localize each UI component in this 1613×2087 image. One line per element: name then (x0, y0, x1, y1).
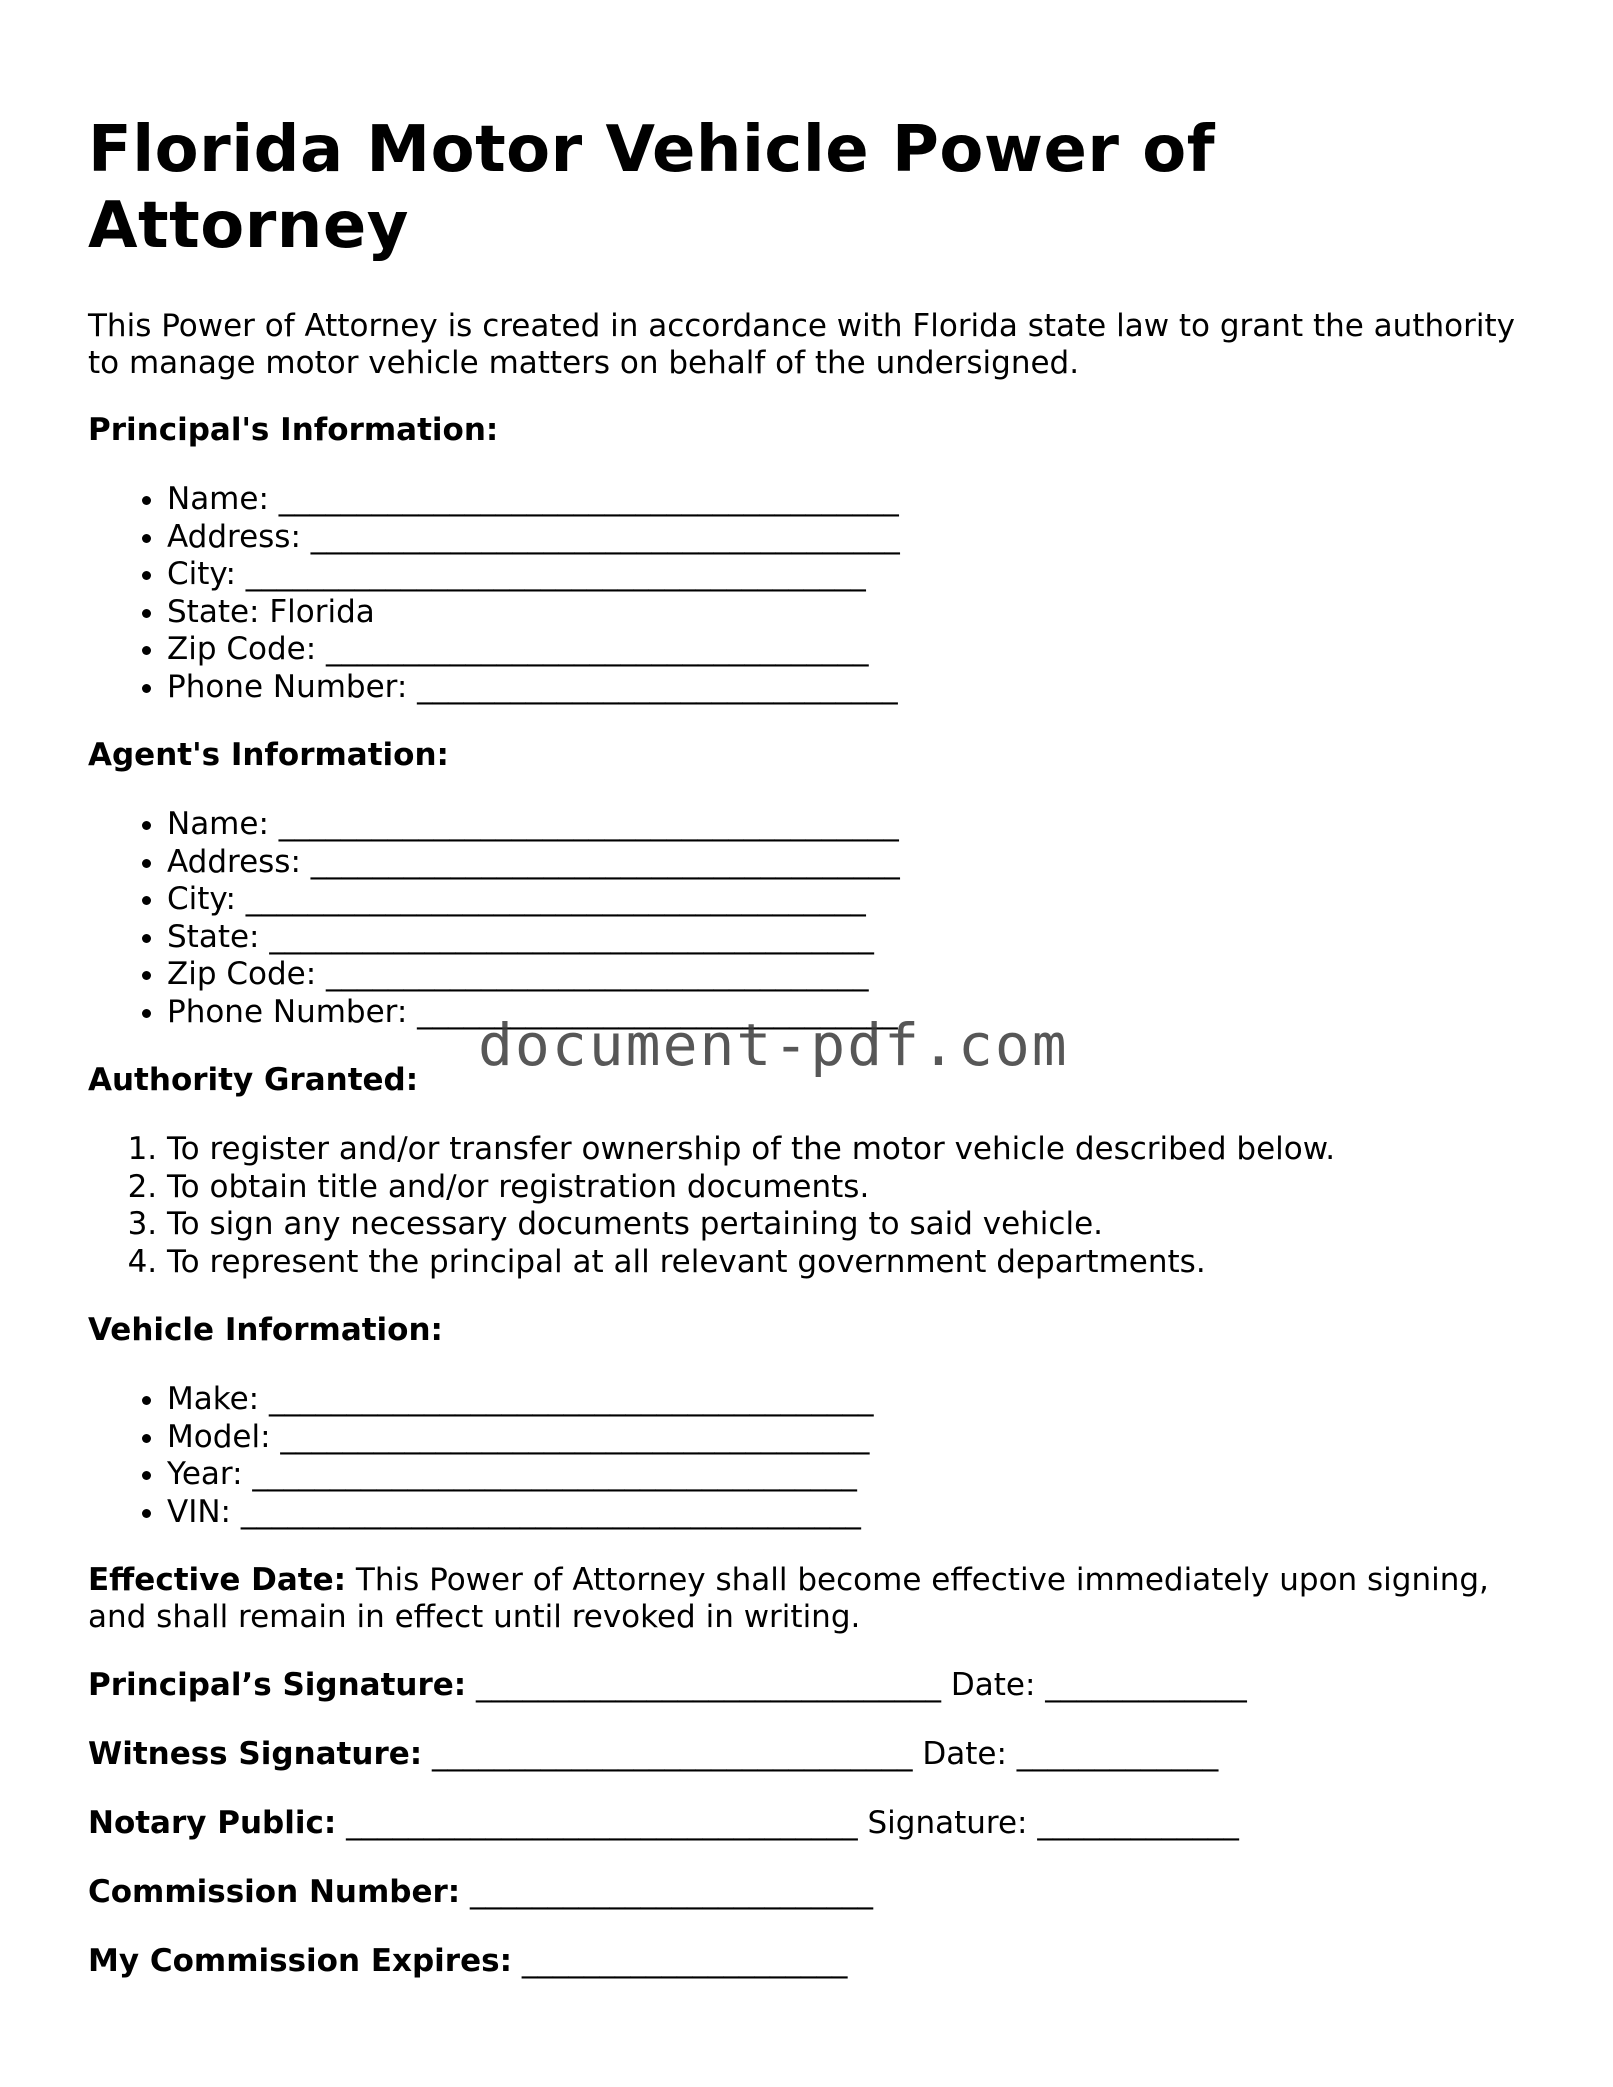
vehicle-make-field: • Make: _______________________________________ (167, 1381, 1548, 1419)
authority-item: 3. To sign any necessary documents pertaining to said vehicle. (167, 1206, 1548, 1244)
effective-date-text: This Power of Attorney shall become effective immediately upon signing, and shall remain in effect until revoked in writing. (88, 1562, 1489, 1635)
agent-zip-field: • Zip Code: ___________________________________ (167, 956, 1548, 994)
principal-phone-field: • Phone Number: _______________________________ (167, 669, 1548, 707)
authority-item: 1. To register and/or transfer ownership of the motor vehicle described below. (167, 1131, 1548, 1169)
vehicle-list (88, 1381, 1548, 1531)
agent-phone-field: • Phone Number: _______________________________ (167, 994, 1548, 1032)
agent-city-field: • City: ________________________________________ (167, 881, 1548, 919)
intro-paragraph: This Power of Attorney is created in accordance with Florida state law to grant the authority to manage motor vehicle matters on behalf of the undersigned. (88, 308, 1515, 381)
authority-item: 2. To obtain title and/or registration documents. (167, 1169, 1548, 1207)
vehicle-vin-field: • VIN: ________________________________________ (167, 1494, 1548, 1532)
agent-list (88, 806, 1548, 1031)
principal-list (88, 481, 1548, 706)
agent-address-field: • Address: ______________________________________ (167, 844, 1548, 882)
effective-date-label: Effective Date: (88, 1562, 347, 1598)
notary-public-line (88, 1805, 1548, 1842)
principal-signature-blank: ______________________________ Date: _____________ (466, 1667, 1247, 1703)
principal-name-field: • Name: ________________________________________ (167, 481, 1548, 519)
principal-signature-line (88, 1667, 1548, 1704)
principal-signature-label: Principal’s Signature: (88, 1667, 467, 1703)
commission-number-blank: __________________________ (460, 1874, 874, 1910)
witness-signature-label: Witness Signature: (88, 1736, 423, 1772)
agent-state-field: • State: _______________________________________ (167, 919, 1548, 957)
notary-public-blank: _________________________________ Signature: _____________ (336, 1805, 1239, 1841)
witness-signature-blank: _______________________________ Date: _____________ (422, 1736, 1219, 1772)
principal-address-field: • Address: ______________________________________ (167, 519, 1548, 557)
vehicle-model-field: • Model: ______________________________________ (167, 1419, 1548, 1457)
principal-state-field: • State: Florida (167, 594, 1548, 632)
effective-date-paragraph (88, 1562, 1548, 1636)
commission-number-label: Commission Number: (88, 1874, 461, 1910)
commission-expires-label: My Commission Expires: (88, 1943, 512, 1979)
agent-name-field: • Name: ________________________________________ (167, 806, 1548, 844)
commission-expires-line (88, 1943, 1548, 1980)
authority-item: 4. To represent the principal at all relevant government departments. (167, 1244, 1548, 1282)
authority-list (88, 1131, 1548, 1281)
commission-expires-blank: _____________________ (511, 1943, 848, 1979)
principal-city-field: • City: ________________________________________ (167, 556, 1548, 594)
witness-signature-line (88, 1736, 1548, 1773)
vehicle-year-field: • Year: _______________________________________ (167, 1456, 1548, 1494)
commission-number-line (88, 1874, 1548, 1911)
vehicle-heading: Vehicle Information: (88, 1312, 443, 1348)
watermark: document-pdf.com (478, 1011, 1069, 1079)
document-title: Florida Motor Vehicle Power of Attorney (88, 113, 1216, 263)
principal-heading: Principal's Information: (88, 412, 499, 448)
agent-heading: Agent's Information: (88, 737, 449, 773)
notary-public-label: Notary Public: (88, 1805, 337, 1841)
authority-heading: Authority Granted: (88, 1062, 419, 1098)
principal-zip-field: • Zip Code: ___________________________________ (167, 631, 1548, 669)
